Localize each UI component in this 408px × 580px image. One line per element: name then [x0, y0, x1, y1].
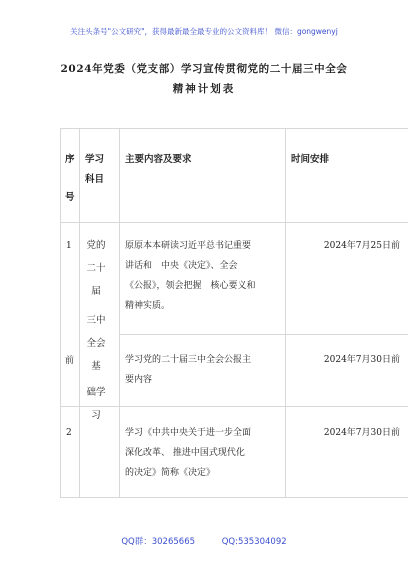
header-seq-bottom: 号 [65, 192, 75, 203]
subject-text: 全会 [86, 338, 106, 349]
subject-text: 党的 [86, 240, 106, 251]
document-subtitle: 精神计划表 [172, 83, 236, 95]
content-line: 深化改革、 推进中国式现代化 [125, 448, 245, 458]
content-line: 要内容 [125, 375, 153, 385]
schedule-date: 2024年7月25日前 [323, 241, 400, 251]
header-content: 主要内容及要求 [125, 154, 192, 165]
schedule-date: 2024年7月30日前 [323, 355, 400, 365]
footer-qq-group: QQ群：30265665 [121, 537, 196, 547]
content-line: 《公报》，领会把握 核心要义和 [125, 281, 256, 291]
column-divider [119, 129, 120, 497]
seq-label: 1 [66, 241, 72, 251]
header-subject-top: 学习 [85, 154, 105, 165]
subject-text: 础学 [86, 387, 106, 398]
header-promo-note: 关注头条号"公文研究"，获得最新最全最专业的公文资料库！ 微信：gongwenyj [70, 27, 338, 36]
seq-label: 2 [66, 428, 72, 438]
row-divider [119, 334, 408, 335]
content-line: 讲话和 中央《决定》、全会 [125, 261, 238, 271]
subject-text: 习 [91, 410, 101, 421]
subject-text: 届 [91, 286, 101, 297]
column-divider [79, 129, 80, 497]
subject-text: 二十 [86, 263, 106, 274]
seq-label: 前 [65, 356, 75, 366]
document-title: 2024年党委（党支部）学习宣传贯彻党的二十届三中全会 [60, 63, 348, 75]
header-seq-top: 序 [65, 154, 75, 165]
schedule-date: 2024年7月30日前 [323, 428, 400, 438]
header-subject-bottom: 科目 [85, 174, 105, 185]
study-plan-table [60, 128, 408, 498]
footer-qq: QQ:535304092 [221, 537, 287, 547]
row-divider [61, 406, 408, 407]
column-divider [285, 129, 286, 497]
content-line: 学习《中共中央关于进一步全面 [125, 428, 252, 438]
subject-text: 三中 [86, 315, 106, 326]
subject-text: 基 [91, 361, 101, 372]
footer-contact [0, 535, 408, 547]
header-schedule: 时间安排 [291, 154, 330, 165]
content-line: 学习党的二十届三中全会公报主 [125, 355, 252, 365]
row-divider [61, 222, 408, 223]
content-line: 精神实质。 [125, 301, 171, 311]
content-line: 的决定》简称《决定》 [125, 468, 216, 478]
content-line: 原原本本研读习近平总书记重要 [125, 241, 252, 251]
